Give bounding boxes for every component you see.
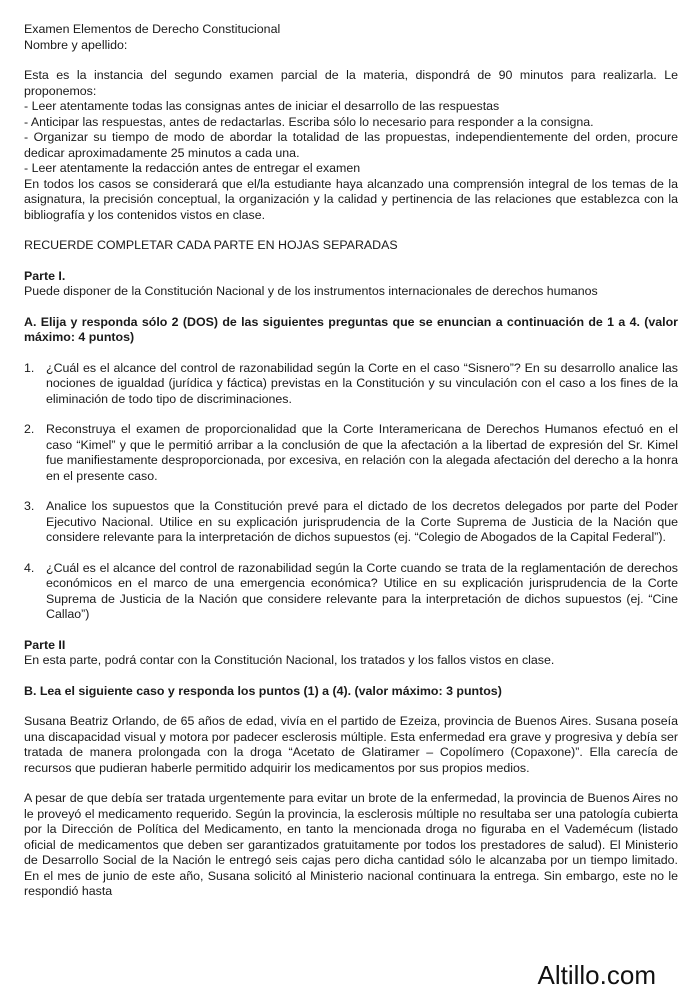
question-text: Reconstruya el examen de proporcionalidad que la Corte Interamericana de Derechos Humanos efectuó en el caso “Kimel” y que le permitió arribar a la conclusión de que la afectación a la libertad de expresión del Sr. Kimel fue manifiestamente desproporcionada, por excesiva, en relación con la alegada afectación del derecho a la honra en el presente caso. xyxy=(46,422,678,483)
altillo-watermark: Altillo.com xyxy=(537,960,656,990)
question-number: 1. xyxy=(24,360,35,375)
instruction-item: - Leer atentamente la redacción antes de entregar el examen xyxy=(24,161,361,175)
section-a-heading: A. Elija y responda sólo 2 (DOS) de las siguientes preguntas que se enuncian a continuación de 1 a 4. (valor máximo: 4 puntos) xyxy=(24,314,678,344)
part1-heading: Parte I. xyxy=(24,268,66,283)
exam-title: Examen Elementos de Derecho Constitucional xyxy=(24,22,281,36)
exam-page xyxy=(24,22,678,900)
part1-note: Puede disponer de la Constitución Nacional y de los instrumentos internacionales de derechos humanos xyxy=(24,284,598,298)
question-item xyxy=(24,561,678,623)
part2-heading: Parte II xyxy=(24,637,66,652)
intro-paragraph: Esta es la instancia del segundo examen parcial de la materia, dispondrá de 90 minutos para realizarla. Le proponemos: xyxy=(24,68,678,98)
question-text: ¿Cuál es el alcance del control de razonabilidad según la Corte en el caso “Sisnero”? En su desarrollo analice las nociones de igualdad (jurídica y fáctica) previstas en la Constitución y su vinculación con el caso a los fines de la eliminación de todo tipo de discriminaciones. xyxy=(46,360,678,406)
question-item xyxy=(24,499,678,546)
question-number: 3. xyxy=(24,499,35,513)
section-b-heading: B. Lea el siguiente caso y responda los puntos (1) a (4). (valor máximo: 3 puntos) xyxy=(24,683,502,698)
separate-sheets-reminder: RECUERDE COMPLETAR CADA PARTE EN HOJAS SEPARADAS xyxy=(24,238,398,252)
instruction-item: - Leer atentamente todas las consignas antes de iniciar el desarrollo de las respuestas xyxy=(24,99,500,113)
question-item xyxy=(24,361,678,408)
case-paragraph: Susana Beatriz Orlando, de 65 años de edad, vivía en el partido de Ezeiza, provincia de Buenos Aires. Susana poseía una discapacidad visual y motora por padecer esclerosis múltiple. Esta enfermedad era grave y progresiva y debía ser tratada de manera prolongada con la droga “Acetato de Glatiramer – Copolímero (Copaxone)”. Ella carecía de recursos que pudieran haberle permitido adquirir los medicamentos por sus propios medios. xyxy=(24,714,678,775)
question-text: Analice los supuestos que la Constitución prevé para el dictado de los decretos delegados por parte del Poder Ejecutivo Nacional. Utilice en su explicación jurisprudencia de la Corte Suprema de Justicia de la Nación que considere relevante para la interpretación de dichos supuestos (ej. “Colegio de Abogados de la Capital Federal”). xyxy=(46,499,678,544)
evaluation-criteria: En todos los casos se considerará que el/la estudiante haya alcanzado una comprensión integral de los temas de la asignatura, la precisión conceptual, la organización y la calidad y pertinencia de las relaciones que establezca con la bibliografía y los contenidos vistos en clase. xyxy=(24,176,678,222)
instruction-item: - Organizar su tiempo de modo de abordar la totalidad de las propuestas, independientemente del orden, procure dedicar aproximadamente 25 minutos a cada una. xyxy=(24,130,678,160)
name-label: Nombre y apellido: xyxy=(24,37,128,52)
question-number: 2. xyxy=(24,422,35,436)
case-paragraph: A pesar de que debía ser tratada urgentemente para evitar un brote de la enfermedad, la provincia de Buenos Aires no le proveyó el medicamento requerido. Según la provincia, la esclerosis múltiple no resultaba ser una patología cubierta por la Dirección de Política del Medicamento, en tanto la mencionada droga no figuraba en el Vademécum (listado oficial de medicamentos que deben ser garantizados gratuitamente por todos los prestadores de salud). El Ministerio de Desarrollo Social de la Nación le entregó seis cajas pero dicha cantidad sólo le alcanzaba por un tiempo limitado. En el mes de junio de este año, Susana solicitó al Ministerio nacional continuara la entrega. Sin embargo, este no le respondió hasta xyxy=(24,791,678,898)
question-text: ¿Cuál es el alcance del control de razonabilidad según la Corte cuando se trata de la reglamentación de derechos económicos en el marco de una emergencia económica? Utilice en su explicación jurisprudencia de la Corte Suprema de Justicia de la Nación que considere relevante para la interpretación de dichos supuestos (ej. “Cine Callao”) xyxy=(46,560,678,621)
part2-note: En esta parte, podrá contar con la Constitución Nacional, los tratados y los fallos vistos en clase. xyxy=(24,653,555,667)
instruction-item: - Anticipar las respuestas, antes de redactarlas. Escriba sólo lo necesario para responder a la consigna. xyxy=(24,114,594,129)
question-number: 4. xyxy=(24,560,35,575)
question-item xyxy=(24,422,678,484)
